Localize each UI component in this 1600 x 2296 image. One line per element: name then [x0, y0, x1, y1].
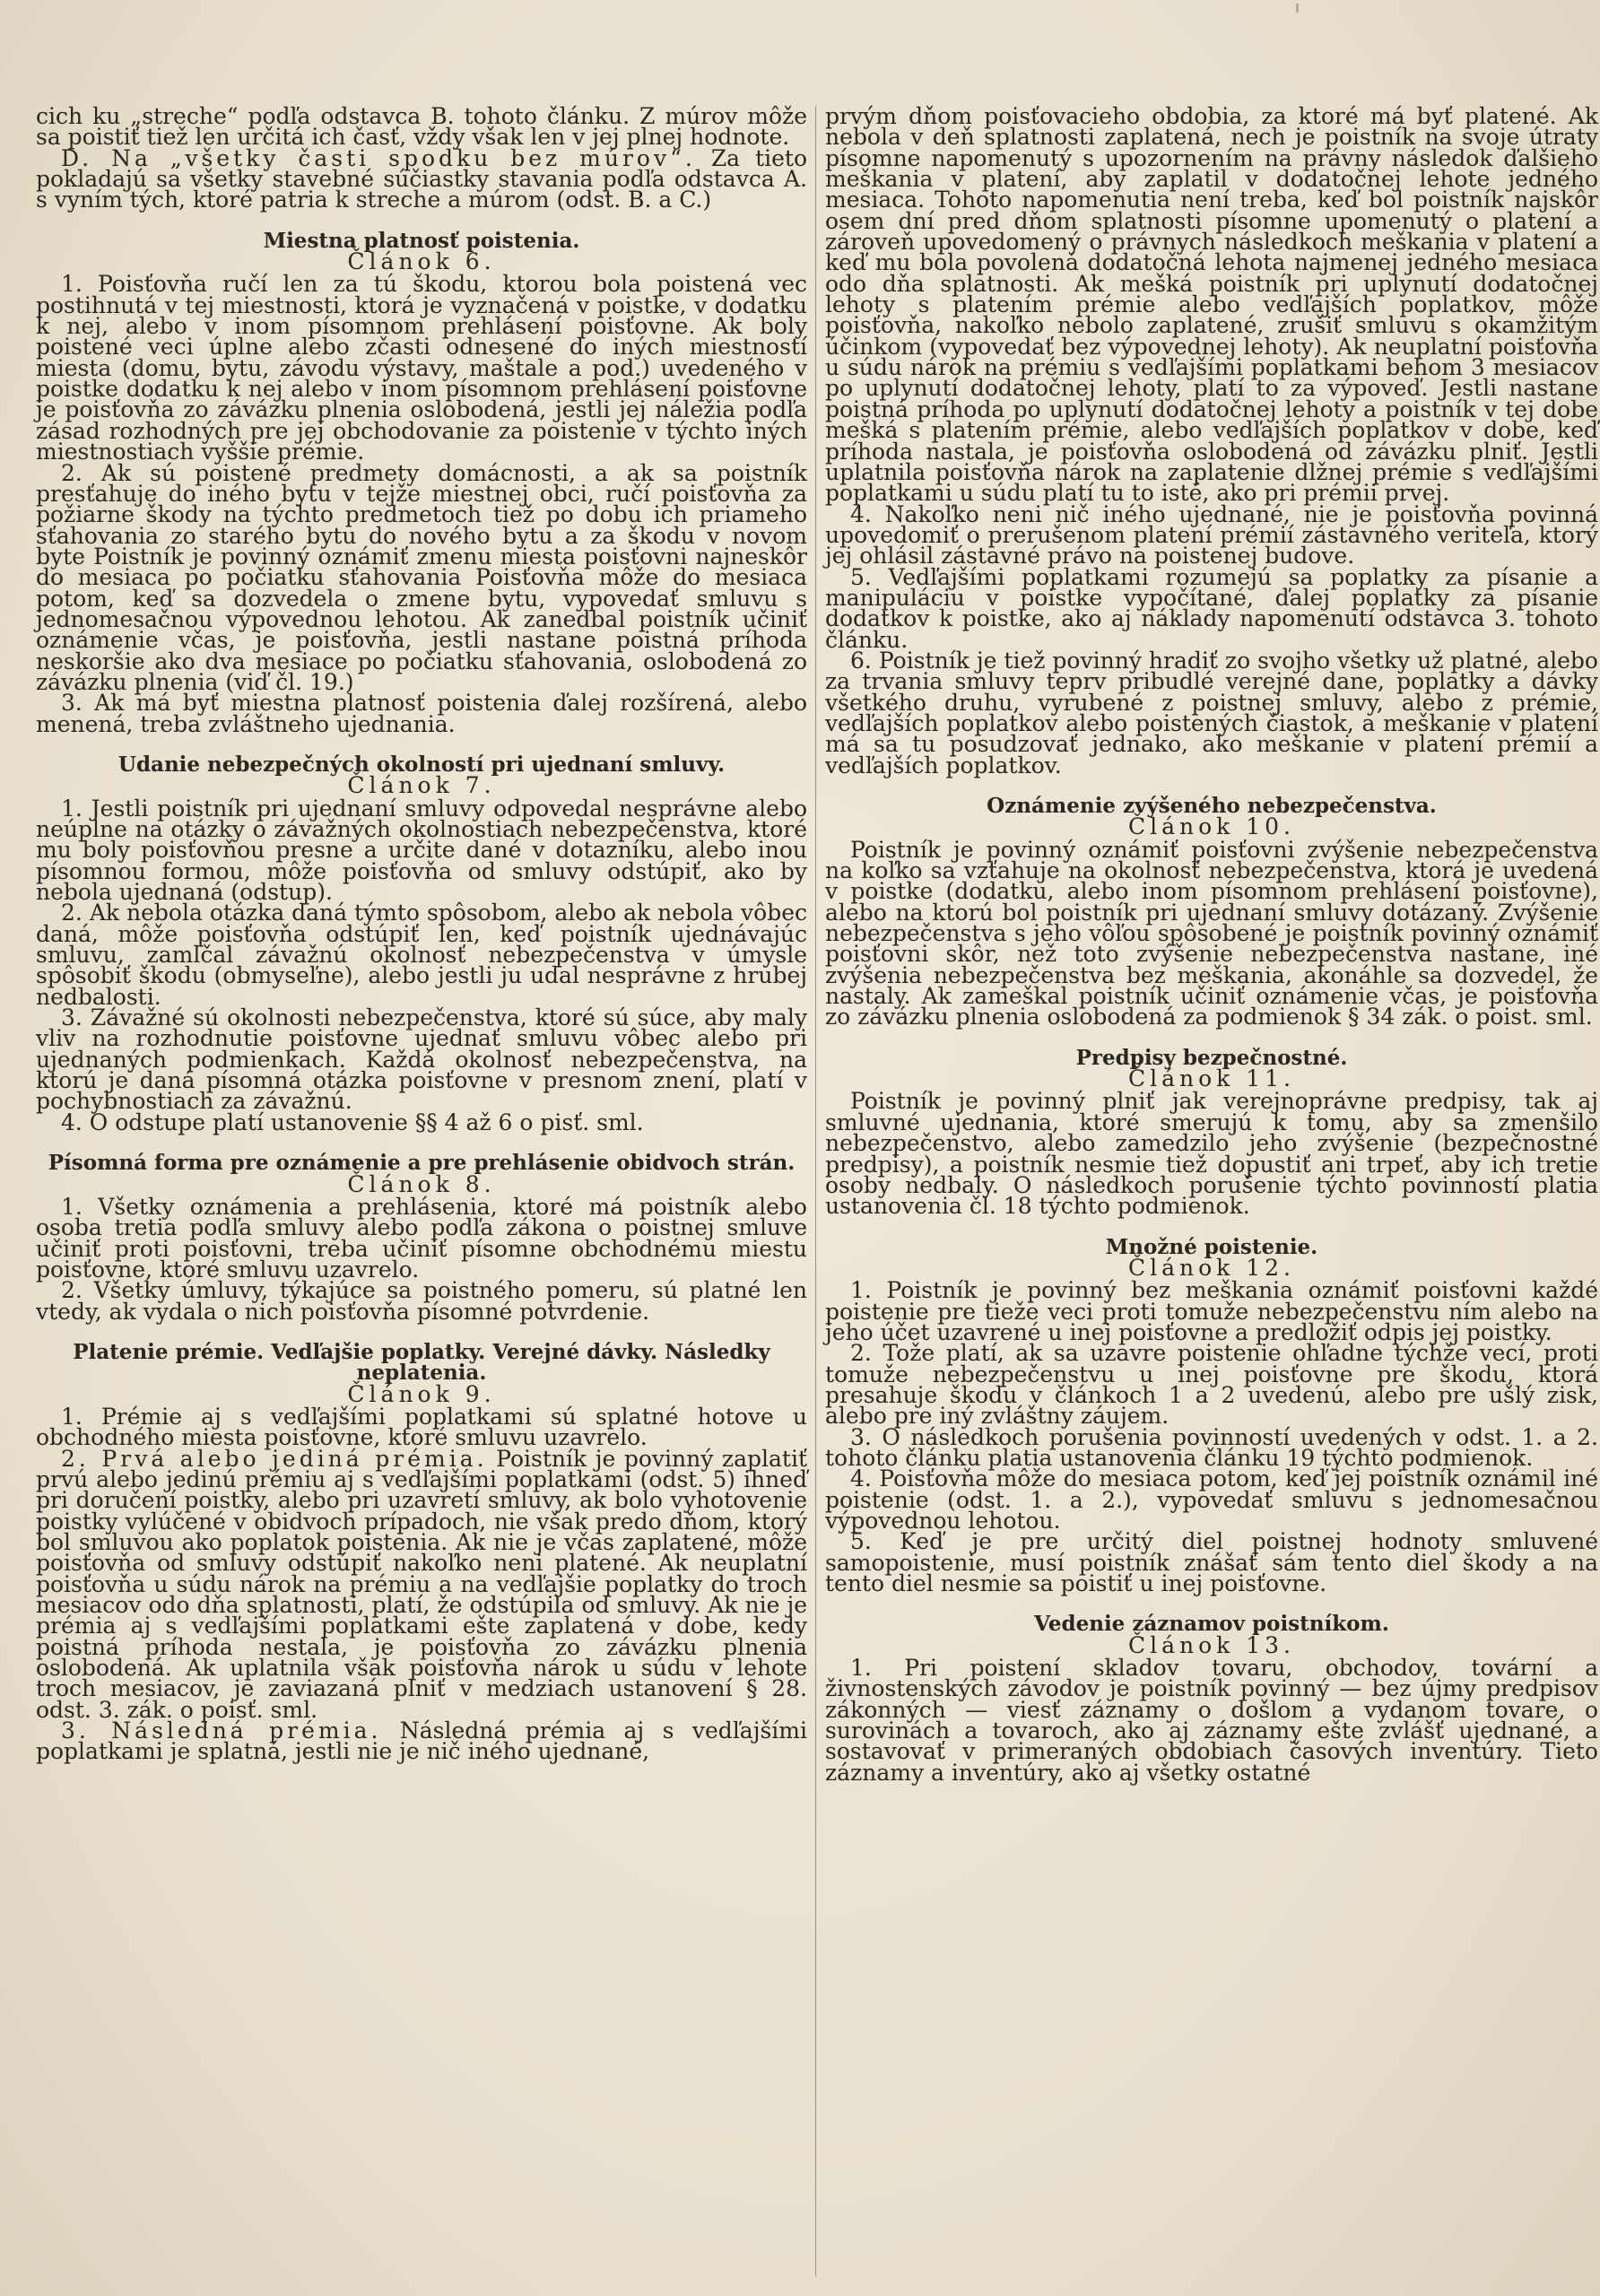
- section-heading: Oznámenie zvýšeného nebezpečenstva.: [987, 794, 1437, 818]
- paragraph: 2. Ak nebola otázka daná týmto spôsobom, alebo ak nebola vôbec daná, môže poisťovňa odstúpiť len, keď poistník ujednávajúc smluvu, zamlčal závažnú okolnosť nebezpečenstva v úmysle spôsobiť škodu (obmyseľne), alebo jestli ju udal nesprávne z hrubej nedbalosti.: [36, 900, 807, 1010]
- paragraph-text: Poistník je povinný zaplatiť prvú alebo jedinú prémiu aj s vedľajšími poplatkami (odst. 5) ihneď pri doručení poistky, alebo pri uzavretí smluvy, ak bolo vyhotovenie poistky vylúčené v obidvoch prípadoch, nie však predo dňom, ktorý bol smluvou ako poplatok poistenia. Ak nie je včas zaplatené, môže poisťovňa od smluvy odstúpiť nakoľko neni platené. Ak neuplatní poisťovňa u súdu nárok na prémiu a na vedľajšie poplatky do troch mesiacov odo dňa splatnosti, platí, že odstúpila od smluvy. Ak nie je prémia aj s vedľajšími poplatkami ešte zaplatená v dobe, kedy poistná príhoda nestala, je poisťovňa zo závázku plnenia oslobodená. Ak uplatnila však poisťovňa nárok u súdu v lehote troch mesiacov, je zaviazaná plniť v medziach ustanovení § 28. odst. 3. zák. o poisť. sml.: [36, 1445, 807, 1723]
- article-number: Článok 6.: [347, 248, 496, 275]
- paragraph: prvým dňom poisťovacieho obdobia, za ktoré má byť platené. Ak nebola v deň splatnosti zaplatená, nech je poistník na svoje útraty písomne napomenutý s upozornením na právny následok ďalšieho meškania v platení, aby zaplatil v dodatočnej lehote jedného mesiaca. Tohoto napomenutia není treba, keď bol poistník najskôr osem dní pred dňom splatnosti písomne upomenutý o platení a zároveň upovedomený o právnych následkoch meškania v platení a keď mu bola povolená dodatočná lehota najmenej jedného mesiaca odo dňa splatnosti. Ak mešká poistník pri uplynutí dodatočnej lehoty s platením prémie alebo vedľajších poplatkov, môže poisťovňa, nakoľko nebolo zaplatené, zrušiť smluvu s okamžitým účinkom (vypovedať bez výpovednej lehoty). Ak neuplatní poisťovňa u súdu nárok na prémiu s vedľajšími poplatkami behom 3 mesiacov po uplynutí dodatočnej lehoty, platí to za výpoveď. Jestli nastane poistná príhoda po uplynutí dodatočnej lehoty a poistník v tej dobe mešká s platením prémie, alebo vedľajších poplatkov v dobe, keď príhoda nastala, je poisťovňa oslobodená od závázku plniť. Jestli uplatnila poisťovňa nárok na zaplatenie dlžnej prémie s vedľajšími poplatkami u súdu platí tu to isté, ako pri prémii prvej.: [825, 103, 1598, 507]
- spaced-lead-phrase: D. Na „všetky časti spodku bez múrov“.: [61, 144, 696, 171]
- spaced-lead-phrase: 2. Prvá alebo jediná prémia.: [61, 1445, 488, 1472]
- article-number: Článok 9.: [347, 1380, 496, 1407]
- right-column: [825, 103, 1598, 1786]
- paragraph-text: Následná prémia aj s vedľajšími poplatkami je splatná, jestli nie je nič iného ujednané,: [36, 1718, 807, 1765]
- paragraph: Poistník je povinný oznámiť poisťovni zvýšenie nebezpečenstva na koľko sa vzťahuje na okolnosť nebezpečenstva, ktorá je uvedená v poistke (dodatku, alebo inom písomnom prehlásení poisťovne), alebo na ktorú bol poistník pri ujednaní smluvy dotázaný. Zvýšenie nebezpečenstva s jeho vôľou spôsobené je poistník povinný oznámiť poisťovni skôr, než toto zvýšenie nebezpečenstva nastane, iné zvýšenia nebezpečenstva bez meškania, akonáhle sa dozvedel, že nastaly. Ak zameškal poistník učiniť oznámenie včas, je poisťovňa zo závázku plnenia oslobodená za podmienok § 34 zák. o poist. sml.: [825, 836, 1598, 1031]
- paragraph: 1. Jestli poistník pri ujednaní smluvy odpovedal nesprávne alebo neúplne na otázky o závažných okolnostiach nebezpečenstva, ktoré mu boly poisťovňou presne a určite dané v dotazníku, alebo inou písomnou formou, môže poisťovňa od smluvy odstúpiť, ako by nebola ujednaná (odstup).: [36, 795, 807, 906]
- scan-mark: [1296, 4, 1299, 13]
- paragraph: cich ku „streche“ podľa odstavca B. tohoto článku. Z múrov môže sa poistiť tiež len určitá ich časť, vždy však len v jej plnej hodnote.: [36, 103, 807, 151]
- paragraph: 3. Závažné sú okolnosti nebezpečenstva, ktoré sú súce, aby maly vliv na rozhodnutie poisťovne ujednať smluvu vôbec alebo pri ujednaných podmienkach. Každá okolnosť nebezpečenstva, na ktorú je daná písomná otázka poisťovne v presnom znení, platí v pochybnostiach za závažnú.: [36, 1004, 807, 1115]
- article-number: Článok 13.: [1127, 1631, 1296, 1658]
- section-heading: Udanie nebezpečných okolností pri ujednaní smluvy.: [117, 752, 726, 777]
- paragraph: 1. Všetky oznámenia a prehlásenia, ktoré má poistník alebo osoba tretia podľa smluvy alebo podľa zákona o poistnej smluve učiniť proti poisťovni, treba učiniť písomne obchodnému miestu poisťovne, ktoré smluvu uzavrelo.: [36, 1193, 807, 1283]
- paragraph: 5. Keď je pre určitý diel poistnej hodnoty smluvené samopoistenie, musí poistník znášať sám tento diel škody a na tento diel nesmie sa poistiť u inej poisťovne.: [825, 1528, 1598, 1597]
- article-number: Článok 7.: [347, 772, 496, 799]
- left-column: [36, 103, 807, 1765]
- spaced-lead-phrase: 3. Následná prémia.: [61, 1718, 382, 1744]
- paragraph: 2. Všetky úmluvy, týkajúce sa poistného pomeru, sú platné len vtedy, ak vydala o nich poisťovňa písomné potvrdenie.: [36, 1277, 807, 1325]
- paragraph: 3. Ak má byť miestna platnosť poistenia ďalej rozšírená, alebo menená, treba zvláštneho ujednania.: [36, 690, 807, 737]
- paragraph: 1. Poisťovňa ručí len za tú škodu, ktorou bola poistená vec postihnutá v tej miestnosti, ktorá je vyznačená v poistke, v dodatku k nej, alebo v inom písomnom prehlásení poisťovne. Ak boly poistené veci úplne alebo zčasti odnesené do iných miestností miesta (domu, bytu, závodu výstavy, maštale a pod.) uvedeného v poistke dodatku k nej alebo v inom písomnom prehlásení poisťovne je poisťovňa zo závázku plnenia oslobodená, jestli jej náležia podľa zásad rozhodných pre jej obchodovanie za poistenie v týchto iných miestnostiach vyššie prémie.: [36, 271, 807, 465]
- section-heading: Miestna platnosť poistenia.: [263, 228, 580, 253]
- article-number: Článok 8.: [347, 1170, 496, 1197]
- article-number: Článok 11.: [1127, 1065, 1296, 1092]
- article-number: Článok 12.: [1127, 1254, 1296, 1281]
- paragraph: [36, 1445, 807, 1723]
- paragraph: 3. O následkoch porušenia povinností uvedených v odst. 1. a 2. tohoto článku platia ustanovenia článku 19 týchto podmienok.: [825, 1423, 1598, 1471]
- paragraph: Poistník je povinný plniť jak verejnoprávne predpisy, tak aj smluvné ujednania, ktoré smerujú k tomu, aby sa zmenšilo nebezpečenstvo, alebo zamedzilo jeho zvýšenie (bezpečnostné predpisy), a poistník nesmie tiež dopustiť ani trpeť, aby ich tretie osoby nedbaly. O následkoch porušenie týchto povinností platia ustanovenia čl. 18 týchto podmienok.: [825, 1088, 1598, 1220]
- section-heading: Vedenie záznamov poistníkom.: [1034, 1612, 1389, 1637]
- paragraph: [36, 144, 807, 213]
- paragraph: 1. Prémie aj s vedľajšími poplatkami sú splatné hotove u obchodného miesta poisťovne, ktoré smluvu uzavrelo.: [36, 1403, 807, 1451]
- paragraph: 4. O odstupe platí ustanovenie §§ 4 až 6 o pisť. sml.: [61, 1109, 644, 1135]
- paragraph: 5. Vedľajšími poplatkami rozumejú sa poplatky za písanie a manipuláciu v poistke vypočítané, ďalej poplatky za písanie dodatkov k poistke, ako aj náklady napomenutí odstavca 3. tohoto článku.: [825, 563, 1598, 653]
- paragraph-text: Za tieto pokladajú sa všetky stavebné súčiastky stavania podľa odstavca A. s vyním tých, ktoré patria k streche a múrom (odst. B. a C.): [36, 144, 807, 213]
- paragraph: 1. Pri poistení skladov tovaru, obchodov, tovární a živnostenských závodov je poistník povinný — bez újmy predpisov zákonných — viesť záznamy o došlom a vydanom tovare, o surovinách a tovaroch, ako aj záznamy ešte zvlášť ujednané, a sostavovať v primeraných obdobiach časových inventúry. Tieto záznamy a inventúry, ako aj všetky ostatné: [825, 1655, 1598, 1786]
- section-heading: Predpisy bezpečnostné.: [1075, 1045, 1348, 1070]
- paragraph: 4. Nakoľko neni nič iného ujednané, nie je poisťovňa povinná upovedomiť o prerušenom platení prémií zástavného veriteľa, ktorý jej ohlásil zástavné právo na poistenej budove.: [825, 500, 1598, 570]
- paragraph: 1. Poistník je povinný bez meškania oznámiť poisťovni každé poistenie pre tieže veci proti tomuže nebezpečenstvu ním alebo na jeho účet uzavrené u inej poisťovne a predložiť odpis jej poistky.: [825, 1277, 1598, 1345]
- column-divider: [815, 106, 816, 2276]
- article-number: Článok 10.: [1127, 813, 1296, 840]
- paragraph: 4. Poisťovňa môže do mesiaca potom, keď jej poistník oznámil iné poistenie (odst. 1. a 2.), vypovedať smluvu s jednomesačnou výpovednou lehotou.: [825, 1465, 1598, 1534]
- paragraph: 2. Tože platí, ak sa uzavre poistenie ohľadne týchže vecí, proti tomuže nebezpečenstvu u inej poisťovne pre škodu, ktorá presahuje škodu v článkoch 1 a 2 uvedenú, alebo pre ušlý zisk, alebo pre iný zvláštny záujem.: [825, 1340, 1598, 1430]
- paragraph: 6. Poistník je tiež povinný hradiť zo svojho všetky už platné, alebo za trvania smluvy teprv pribudlé verejné dane, poplatky a dávky všetkého druhu, vyrubené z poistnej smluvy, alebo z prémie, vedľajších poplatkov alebo poistených čiastok, a meškanie v platení má sa tu posudzovať jednako, ako meškanie v platení prémií a vedľajších poplatkov.: [825, 647, 1598, 778]
- paragraph: 2. Ak sú poistené predmety domácnosti, a ak sa poistník presťahuje do iného bytu v tejže miestnej obci, ručí poisťovňa za požiarne škody na týchto predmetoch tiež po dobu ich priameho sťahovania zo starého bytu do nového bytu a za škodu v novom byte Poistník je povinný oznámiť zmenu miesta poisťovni najneskôr do mesiaca po počiatku sťahovania Poisťovňa môže do mesiaca potom, keď sa dozvedela o zmene bytu, vypovedať smluvu s jednomesačnou výpovednou lehotou. Ak zanedbal poistník učiniť oznámenie včas, je poisťovňa, jestli nastane poistná príhoda neskoršie ako dva mesiace po počiatku sťahovania, oslobodená zo závázku plnenia (viď čl. 19.): [36, 459, 807, 695]
- paragraph: [36, 1718, 807, 1765]
- section-heading: Platenie prémie. Vedľajšie poplatky. Verejné dávky. Následky neplatenia.: [73, 1339, 770, 1386]
- section-heading: Množné poistenie.: [1105, 1234, 1318, 1259]
- section-heading: Písomná forma pre oznámenie a pre prehlásenie obidvoch strán.: [48, 1151, 796, 1176]
